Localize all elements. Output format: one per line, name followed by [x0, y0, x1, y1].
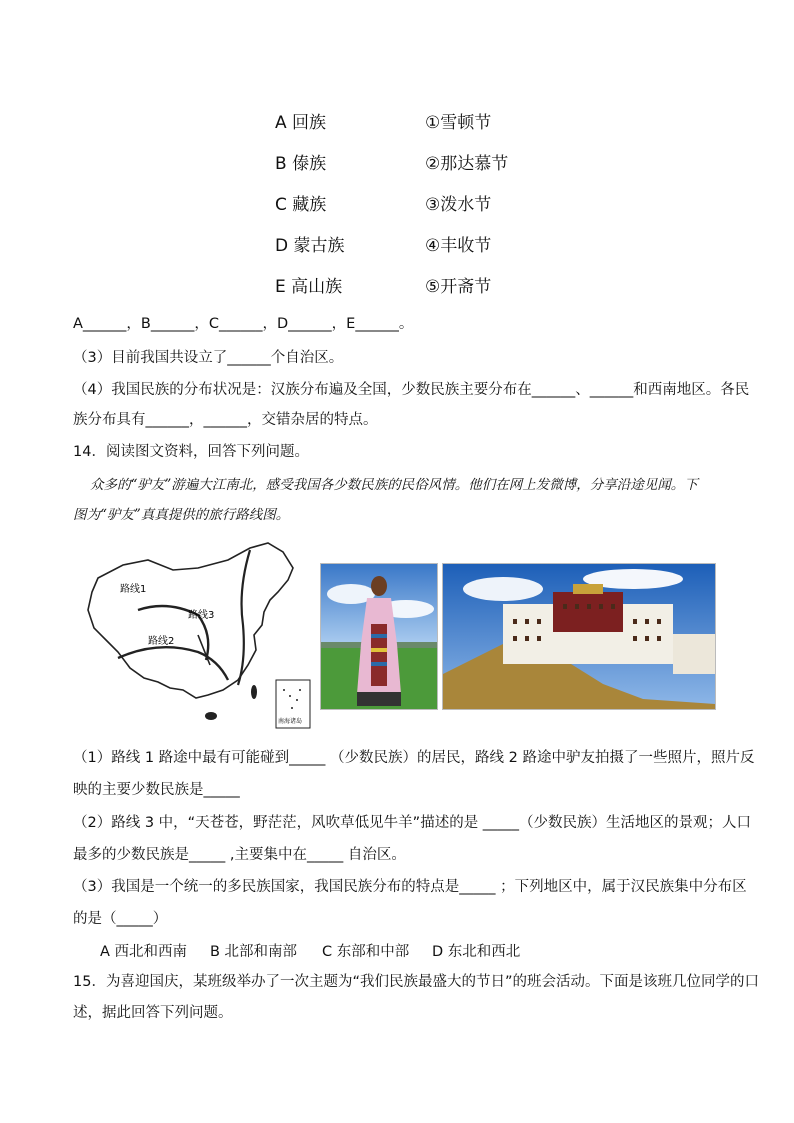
ethnic-group: E 高山族 — [275, 277, 343, 297]
festival: ①雪顿节 — [425, 113, 492, 133]
festival: ⑤开斋节 — [425, 277, 492, 297]
route-map — [78, 540, 314, 730]
question-14-2-line1: （2）路线 3 中，“天苍苍，野茫茫，风吹草低见牛羊”描述的是 _____（少数民族）生活地区的景观；人口 — [73, 815, 752, 831]
question-4-line2: 族分布具有______，______，交错杂居的特点。 — [73, 412, 378, 428]
china-outline-map — [78, 540, 314, 730]
answer-line: A______，B______，C______，D______，E______。 — [73, 316, 414, 332]
match-row — [0, 272, 794, 302]
question-14-1-line1: （1）路线 1 路途中最有可能碰到_____ （少数民族）的居民，路线 2 路途中驴友拍摄了一些照片，照片反 — [73, 750, 755, 766]
potala-palace-image — [443, 564, 715, 709]
question-14-title: 14．阅读图文资料，回答下列问题。 — [73, 444, 309, 460]
option-a[interactable]: A 西北和西南 — [100, 944, 188, 960]
route-2-label: 路线2 — [148, 636, 175, 647]
inset-label: 南海诸岛 — [278, 718, 303, 725]
match-row — [0, 231, 794, 261]
photo-tibetan-woman — [320, 563, 438, 710]
ethnic-group: D 蒙古族 — [275, 236, 345, 256]
tibetan-woman-image — [321, 564, 437, 709]
ethnic-group: B 傣族 — [275, 154, 327, 174]
match-row — [0, 149, 794, 179]
question-14-2-line2: 最多的少数民族是_____ ,主要集中在_____ 自治区。 — [73, 847, 406, 863]
passage-line1: 众多的“驴友”游遍大江南北，感受我国各少数民族的民俗风情。他们在网上发微博，分享沿途见闻。下 — [90, 477, 698, 493]
passage-line2: 图为“驴友”真真提供的旅行路线图。 — [73, 507, 290, 523]
option-b[interactable]: B 北部和南部 — [210, 944, 298, 960]
festival: ④丰收节 — [425, 236, 492, 256]
match-row — [0, 190, 794, 220]
question-14-3-line1: （3）我国是一个统一的多民族国家，我国民族分布的特点是_____ ；下列地区中，属于汉民族集中分布区 — [73, 879, 747, 895]
festival: ②那达慕节 — [425, 154, 509, 174]
question-15-line2: 述，据此回答下列问题。 — [73, 1005, 233, 1021]
ethnic-group: C 藏族 — [275, 195, 327, 215]
choice-options — [100, 940, 720, 962]
question-4-line1: （4）我国民族的分布状况是：汉族分布遍及全国，少数民族主要分布在______、______和西南地区。各民 — [73, 382, 750, 398]
photo-potala-palace — [442, 563, 716, 710]
question-14-1-line2: 映的主要少数民族是_____ — [73, 782, 240, 798]
festival: ③泼水节 — [425, 195, 492, 215]
option-c[interactable]: C 东部和中部 — [322, 944, 410, 960]
question-14-3-line2: 的是（_____） — [73, 911, 168, 927]
match-row — [0, 108, 794, 138]
option-d[interactable]: D 东北和西北 — [432, 944, 521, 960]
ethnic-group: A 回族 — [275, 113, 327, 133]
question-15-line1: 15．为喜迎国庆，某班级举办了一次主题为“我们民族最盛大的节日”的班会活动。下面是该班几位同学的口 — [73, 974, 759, 990]
question-3: （3）目前我国共设立了______个自治区。 — [73, 350, 344, 366]
route-3-label: 路线3 — [188, 610, 215, 621]
route-1-label: 路线1 — [120, 584, 147, 595]
